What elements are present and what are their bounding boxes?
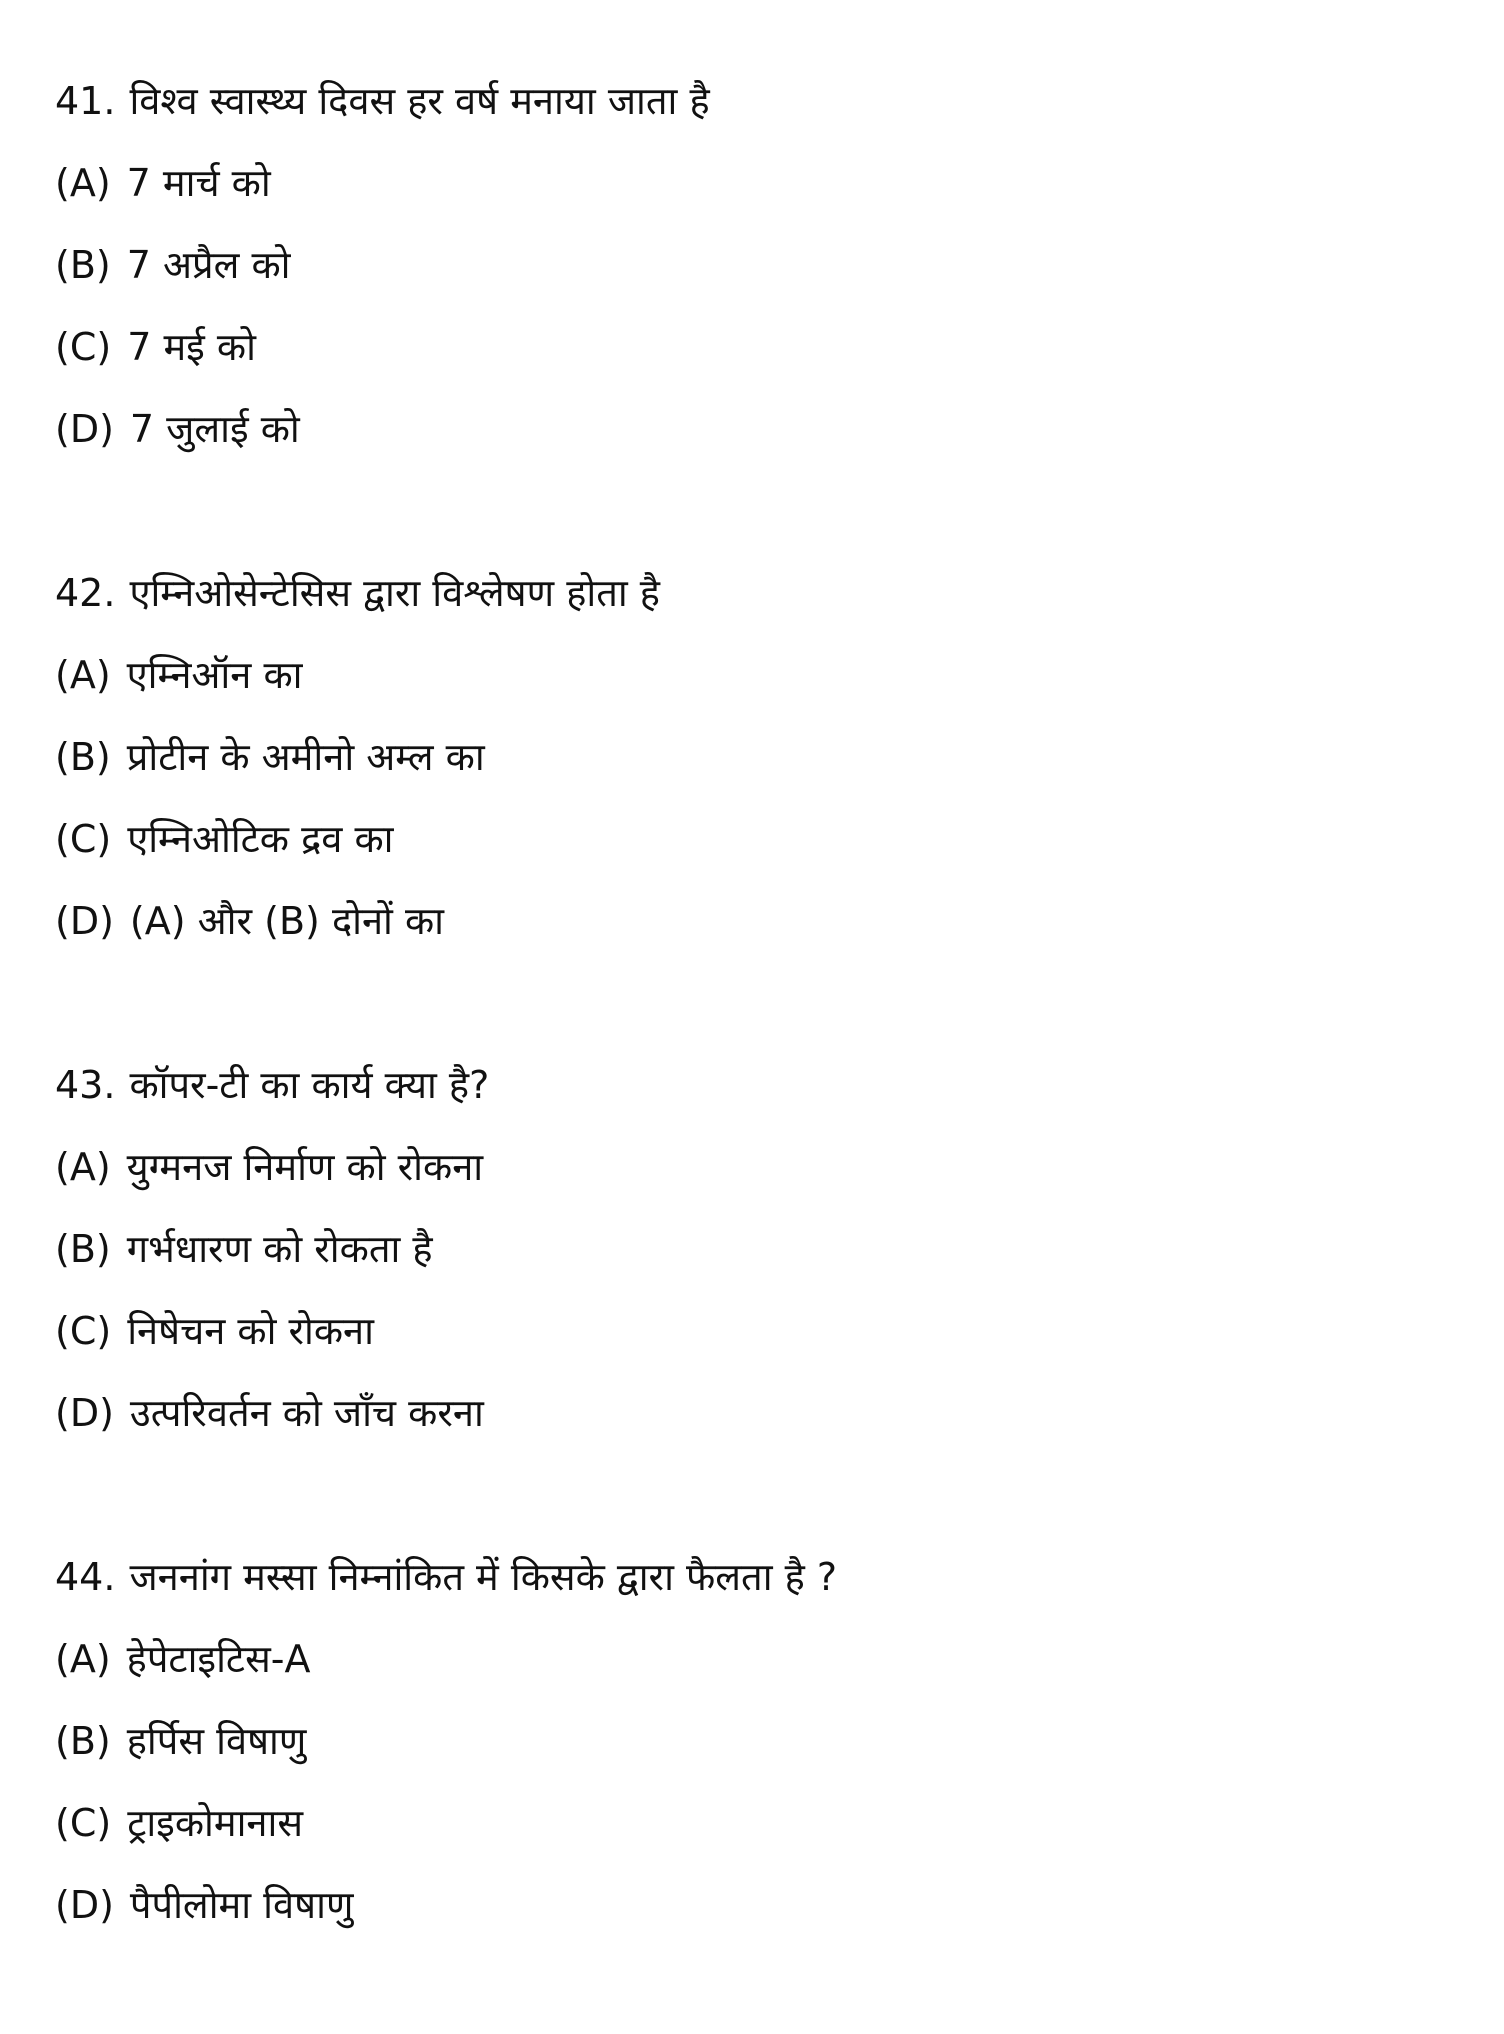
- option-label: (C): [55, 817, 112, 861]
- option-text: 7 अप्रैल को: [126, 243, 291, 287]
- option-label: (D): [55, 1883, 114, 1927]
- option-a: [55, 142, 1455, 224]
- option-text: एम्निओटिक द्रव का: [127, 817, 394, 861]
- option-a: [55, 1618, 1455, 1700]
- option-c: [55, 1290, 1455, 1372]
- option-text: 7 मई को: [127, 325, 256, 369]
- option-text: ट्राइकोमानास: [127, 1801, 304, 1845]
- option-c: [55, 306, 1455, 388]
- option-label: (A): [55, 1637, 111, 1681]
- question-stem: [55, 1536, 1455, 1618]
- option-label: (B): [55, 735, 111, 779]
- option-a: [55, 1126, 1455, 1208]
- option-label: (B): [55, 1227, 111, 1271]
- option-label: (A): [55, 1145, 111, 1189]
- question-number: 42.: [55, 571, 116, 615]
- question-sheet: [55, 60, 1455, 2028]
- option-label: (D): [55, 1391, 114, 1435]
- option-text: 7 मार्च को: [126, 161, 271, 205]
- option-b: [55, 1700, 1455, 1782]
- option-text: (A) और (B) दोनों का: [129, 899, 444, 943]
- question-stem: [55, 60, 1455, 142]
- option-text: गर्भधारण को रोकता है: [126, 1227, 433, 1271]
- option-text: युग्मनज निर्माण को रोकना: [126, 1145, 484, 1189]
- question-44: [55, 1536, 1455, 1946]
- question-stem: [55, 552, 1455, 634]
- option-d: [55, 1864, 1455, 1946]
- option-b: [55, 1208, 1455, 1290]
- question-number: 43.: [55, 1063, 116, 1107]
- option-text: हेपेटाइटिस-A: [126, 1637, 311, 1681]
- question-43: [55, 1044, 1455, 1454]
- option-text: पैपीलोमा विषाणु: [129, 1883, 354, 1927]
- option-text: 7 जुलाई को: [129, 407, 300, 451]
- question-text: एम्निओसेन्टेसिस द्वारा विश्लेषण होता है: [129, 571, 660, 615]
- question-number: 41.: [55, 79, 116, 123]
- question-42: [55, 552, 1455, 962]
- option-text: प्रोटीन के अमीनो अम्ल का: [126, 735, 485, 779]
- option-b: [55, 716, 1455, 798]
- option-label: (C): [55, 1309, 112, 1353]
- option-label: (B): [55, 243, 111, 287]
- question-stem: [55, 1044, 1455, 1126]
- option-d: [55, 1372, 1455, 1454]
- option-label: (D): [55, 899, 114, 943]
- question-41: [55, 60, 1455, 470]
- option-d: [55, 880, 1455, 962]
- question-text: जननांग मस्सा निम्नांकित में किसके द्वारा फैलता है ?: [129, 1555, 838, 1599]
- option-c: [55, 1782, 1455, 1864]
- option-label: (D): [55, 407, 114, 451]
- option-text: एम्निऑन का: [126, 653, 303, 697]
- option-label: (B): [55, 1719, 111, 1763]
- option-a: [55, 634, 1455, 716]
- option-label: (A): [55, 653, 111, 697]
- option-b: [55, 224, 1455, 306]
- option-label: (A): [55, 161, 111, 205]
- question-text: विश्व स्वास्थ्य दिवस हर वर्ष मनाया जाता है: [129, 79, 710, 123]
- option-c: [55, 798, 1455, 880]
- option-d: [55, 388, 1455, 470]
- option-text: उत्परिवर्तन को जाँच करना: [129, 1391, 484, 1435]
- option-text: हर्पिस विषाणु: [126, 1719, 307, 1763]
- option-label: (C): [55, 1801, 112, 1845]
- question-number: 44.: [55, 1555, 116, 1599]
- option-text: निषेचन को रोकना: [127, 1309, 374, 1353]
- option-label: (C): [55, 325, 112, 369]
- question-text: कॉपर-टी का कार्य क्या है?: [129, 1063, 490, 1107]
